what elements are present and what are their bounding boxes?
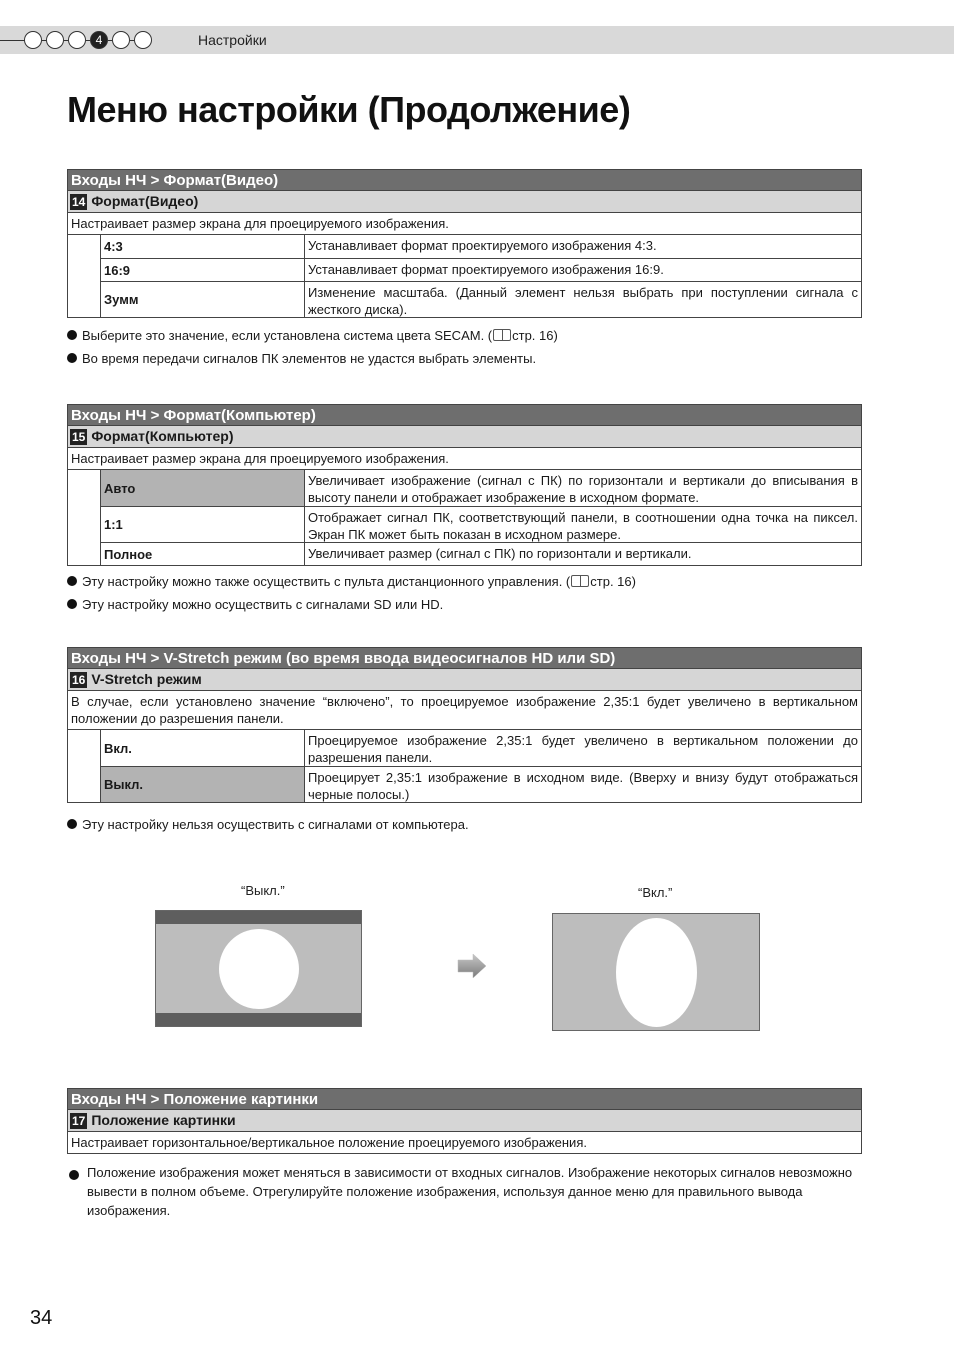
item-number-badge: 17 — [72, 1113, 86, 1128]
option-desc: Устанавливает формат проектируемого изображения 4:3. — [308, 238, 657, 253]
black-bar-bottom — [156, 1013, 361, 1026]
section-heading: Входы НЧ > Формат(Компьютер) — [67, 404, 862, 426]
option-row — [101, 470, 861, 506]
chapter-label: Настройки — [198, 32, 267, 48]
section-heading: Входы НЧ > Положение картинки — [67, 1088, 862, 1110]
chapter-steps — [24, 31, 152, 49]
item-description: Настраивает горизонтальное/вертикальное положение проецируемого изображения. — [67, 1132, 862, 1154]
item-title: Формат(Компьютер) — [91, 428, 234, 444]
bullet-icon — [69, 1170, 79, 1180]
note-item: Положение изображения может меняться в зависимости от входных сигналов. Изображение некоторых сигналов невозможно вывести в полном объеме. Отрегулируйте положение изображения, используя данное меню для правильного вывода изображения. — [67, 1163, 862, 1220]
black-bar-top — [156, 911, 361, 924]
screen-off-diagram — [155, 910, 362, 1027]
item-heading — [67, 1110, 862, 1132]
item-description: В случае, если установлено значение “включено”, то проецируемое изображение 2,35:1 будет увеличено в вертикальном положении до разрешения панели. — [67, 691, 862, 730]
option-desc: Увеличивает размер (сигнал с ПК) по горизонтали и вертикали. — [308, 546, 692, 561]
stretched-ellipse-shape — [616, 918, 697, 1027]
bullet-icon — [67, 353, 77, 363]
note-item: Во время передачи сигналов ПК элементов не удастся выбрать элементы. — [67, 349, 862, 368]
options-table — [67, 730, 862, 803]
item-title: Положение картинки — [91, 1112, 236, 1128]
bullet-icon — [67, 819, 77, 829]
notes-format-computer — [67, 572, 862, 618]
option-row — [101, 506, 861, 542]
option-name: Выкл. — [101, 767, 305, 802]
caption-on: “Вкл.” — [638, 885, 673, 900]
item-number-badge: 14 — [72, 194, 86, 209]
option-row — [101, 766, 861, 802]
item-title: Формат(Видео) — [91, 193, 199, 209]
option-name: Авто — [101, 470, 305, 506]
step-3-icon — [68, 31, 86, 49]
section-format-video — [67, 169, 862, 318]
option-desc: Устанавливает формат проектируемого изображения 16:9. — [308, 262, 664, 277]
item-heading — [67, 426, 862, 448]
section-v-stretch — [67, 647, 862, 803]
page-title: Меню настройки (Продолжение) — [67, 89, 631, 130]
option-name: Вкл. — [101, 730, 305, 766]
screen-on-diagram — [552, 913, 760, 1031]
item-number-badge: 16 — [72, 672, 86, 687]
option-row — [101, 730, 861, 766]
option-name: Полное — [101, 543, 305, 565]
item-heading — [67, 191, 862, 213]
note-item: Эту настройку можно также осуществить с пульта дистанционного управления. ( стр. 16) — [67, 572, 862, 591]
page-number: 34 — [30, 1307, 53, 1329]
option-row — [101, 258, 861, 281]
option-row — [101, 542, 861, 565]
option-name: 4:3 — [101, 235, 305, 258]
option-row — [101, 281, 861, 317]
bullet-icon — [67, 576, 77, 586]
right-arrow-icon — [456, 951, 490, 981]
step-1-icon — [24, 31, 42, 49]
item-heading — [67, 669, 862, 691]
note-item: Эту настройку нельзя осуществить с сигналами от компьютера. — [67, 815, 862, 834]
note-item: Выберите это значение, если установлена система цвета SECAM. ( стр. 16) — [67, 326, 862, 345]
circle-shape — [219, 929, 299, 1009]
step-5-icon — [112, 31, 130, 49]
option-desc: Проецируемое изображение 2,35:1 будет увеличено в вертикальном положении до разрешения панели. — [308, 733, 858, 765]
option-name: 1:1 — [101, 507, 305, 542]
book-reference-icon — [571, 575, 589, 587]
step-2-icon — [46, 31, 64, 49]
notes-picture-position — [67, 1163, 862, 1224]
step-4-icon: 4 — [90, 31, 108, 49]
option-row — [101, 235, 861, 258]
options-table — [67, 235, 862, 318]
option-name: Зумм — [101, 282, 305, 317]
option-name: 16:9 — [101, 259, 305, 281]
item-number-badge: 15 — [72, 429, 86, 444]
section-format-computer — [67, 404, 862, 566]
option-desc: Увеличивает изображение (сигнал с ПК) по горизонтали и вертикали до вписывания в высоту панели и отображает изображение в исходном формате. — [308, 473, 858, 505]
section-heading: Входы НЧ > Формат(Видео) — [67, 169, 862, 191]
options-table — [67, 470, 862, 566]
option-desc: Изменение масштаба. (Данный элемент нельзя выбрать при поступлении сигнала с жесткого диска). — [308, 285, 858, 317]
notes-format-video — [67, 326, 862, 372]
caption-off: “Выкл.” — [241, 883, 285, 898]
step-6-icon — [134, 31, 152, 49]
item-description: Настраивает размер экрана для проецируемого изображения. — [67, 448, 862, 470]
bullet-icon — [67, 330, 77, 340]
item-description: Настраивает размер экрана для проецируемого изображения. — [67, 213, 862, 235]
item-title: V-Stretch режим — [91, 671, 202, 687]
option-desc: Проецирует 2,35:1 изображение в исходном виде. (Вверху и внизу будут отображаться черные полосы.) — [308, 770, 858, 802]
section-picture-position — [67, 1088, 862, 1154]
note-item: Эту настройку можно осуществить с сигналами SD или HD. — [67, 595, 862, 614]
bullet-icon — [67, 599, 77, 609]
book-reference-icon — [493, 329, 511, 341]
notes-v-stretch — [67, 815, 862, 838]
option-desc: Отображает сигнал ПК, соответствующий панели, в соотношении одна точка на пиксел. Экран ПК может быть показан в исходном размере. — [308, 510, 858, 542]
section-heading: Входы НЧ > V-Stretch режим (во время ввода видеосигналов HD или SD) — [67, 647, 862, 669]
